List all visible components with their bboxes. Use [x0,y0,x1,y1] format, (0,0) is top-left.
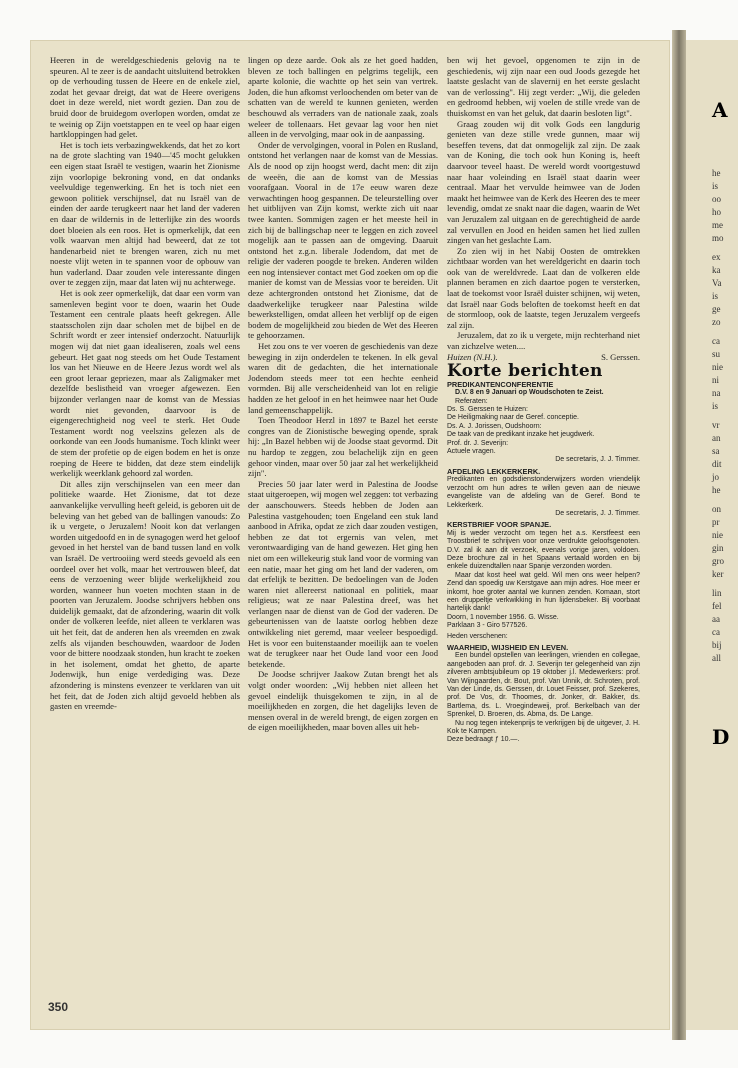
right-page-fragment: ho [712,207,721,217]
paragraph: Dit alles zijn verschijnselen van een meer dan politieke waarde. Het Zionisme, dat tot deze aanvankelijke vervulling heeft geleid, is geboren uit de beleving van het gebed van de ballingen vanouds: Zo ik u vergete, o Jeruzalem! Nooit kon dat verlangen worden uitgedoofd en in de synagogen werd het geloof gevoed in het herstel van de band tussen land en volk van Israël. De vertrooiing werd steeds gevoeld als een oordeel over het volk, maar het vertrouwen bleef, dat eens de verzoening weer blijde werkelijkheid zou worden, wanneer hun voeten mochten staan in de poorten van Jeruzalem. Joodse schrijvers hebben ons duidelijk gemaakt, dat de afzondering, waarin dit volk onder de volkeren leefde, niet alleen te verklaren was uit het feit, dat de anderen hen als vreemden en zwak zelfs als vijanden beschouwden, waardoor de Joden voor de bittere noodzaak stonden, hun kracht te zoeken in het isolement, omdat het ghetto, de aparte Jodenwijk, hun enige verdediging was. Deze afzondering is minstens evenzeer te verklaren van uit het feit, dat de Joden zich altijd gevoeld hebben als gasten en vreemde- [50,478,240,712]
right-page-fragment: ni [712,375,720,385]
notice-price: Deze bedraagt ƒ 10.—. [447,736,520,744]
paragraph: Zo zien wij in het Nabij Oosten de omtrekken zichtbaar worden van het wereldgericht en daarin toch ook van de wereldvrede. Laat dan de volkeren elde plannen beramen en zich daartoe pogen te versterken, laat de toekomst voor Israël duister schijnen, wij weten, dat Israël naar Gods beloften de toekomst heeft en dat de stormloop, ook de laatste, tegen Jeruzalem vergeefs zal zijn. [447,245,640,330]
right-page-heading: A [712,98,728,122]
right-page-fragment: lin [712,588,722,598]
notice-subhead: Heden verschenen: [447,632,508,640]
right-page-fragment: zo [712,317,721,327]
column-3 [447,55,640,745]
paragraph: De Joodse schrijver Jaakow Zutan brengt het als volgt onder woorden: „Wij hebben niet alleen het gevoel eindelijk thuisgekomen te zijn, in al de moeilijkheden en zorgen, die het dagelijks leven de mensen overal in de wereld brengt, de eigen zorgen en de eigen moeilijkheden, maar boven alles uit heb- [248,669,438,733]
right-page-fragment: mo [712,233,724,243]
right-page-fragment: is [712,401,719,411]
right-page-fragment: me [712,220,723,230]
notice-address: Parklaan 3 - Giro 577526. [447,622,528,630]
column-2 [248,55,438,733]
right-page-fragment: nie [712,362,723,372]
notice-line: Ds. A. J. Jorissen, Oudshoorn: [447,422,542,430]
notice-title: AFDELING LEKKERKERK. [447,466,541,476]
notice-signature: De secretaris, J. J. Timmer. [555,456,640,464]
right-page-fragment: gin [712,543,724,553]
notice-text: Een bundel opstellen van leerlingen, vrienden en collegae, aangeboden aan prof. dr. J. Severijn ter gelegenheid van zijn zilveren ambtsjubileum op 19 oktober j.l. Medewerkers: prof. Van Wijngaarden, dr. Bout, prof. Van Unnik, dr. Schroten, prof. Van der Linde, ds. Gerssen, dr. Louet Feisser, prof. Szekeres, prof. De Vos, dr. Thoomes, dr. Jonker, dr. Bakker, ds. Bartlema, ds. L. Vroegindeweij, prof. Berkelbach van der Sprenkel, D. Broeren, ds. Abma, ds. De Lange. [447,652,640,719]
paragraph: Toen Theodoor Herzl in 1897 te Bazel het eerste congres van de Zionistische beweging opende, sprak hij: „In Bazel hebben wij de Joodse staat gevormd. Dit nu hardop te zeggen, zou belachelijk zijn en geen gehoor vinden, maar over 50 jaar zal het werkelijkheid zijn". [248,415,438,479]
notice-signature: De secretaris, J. J. Timmer. [555,509,640,517]
notice-line: Prof. dr. J. Severijn: [447,439,509,447]
right-page-fragment: na [712,388,721,398]
notice-text: Nu nog tegen intekenprijs te verkrijgen bij de uitgever, J. H. Kok te Kampen. [447,719,640,736]
right-page-fragment: pr [712,517,720,527]
column-1 [50,55,240,712]
right-page-fragment: is [712,181,719,191]
right-page-fragment: ca [712,336,720,346]
notice-text: Predikanten en godsdienstonderwijzers worden vriendelijk verzocht om hun adres te willen geven aan de nieuwe evangeliste van de afdeling van de Geref. Bond te Lekkerkerk. [447,476,640,509]
paragraph: Graag zouden wij dit volk Gods een langdurig genieten van deze stille vrede gunnen, maar wij beseffen tevens, dat dat onmogelijk zal zijn. De zaak van de Koning, die toch ook hun Koning is, heeft daarvoor teveel haast. De wereld wordt voortgestuwd naar haar voleinding en Israël staat daarin weer centraal. Maar het vervulde heimwee van de Joden maakt het heimwee van de Kerk des Heeren des te meer levendig, omdat ze snakt naar die dagen, waarin de Wet van Jeruzalem zal uitgaan en de gerechtigheid de aarde zal vervullen en Jood en heiden samen het lied zullen zingen van het geslachte Lam. [447,118,640,246]
right-page-fragment: ca [712,627,720,637]
right-page-fragment: su [712,349,721,359]
right-page-fragment: gro [712,556,724,566]
right-page-fragment: aa [712,614,720,624]
signature-place: Huizen (N.H.). [447,351,498,362]
right-page-edge [686,40,738,1030]
notice-text: Maar dat kost heel wat geld. Wil men ons weer helpen? Zend dan spoedig uw Kerstgave aan mijn adres. Hoe meer er inkomt, hoe groter aantal we kunnen zenden. Komaan, stort een druppeltje verkwikking in hun lijdensbeker. Bij voorbaat hartelijk dank! [447,571,640,613]
paragraph: ben wij het gevoel, opgenomen te zijn in de geschiedenis, wij zijn naar een oud Joods gezegde het laatste geslacht van de slavernij en het eerste geslacht van de verlossing". Hij zegt verder: „Wij, die geleden en gedroomd hebben, wij voelen de stille vrede van de thuiskomst en van het geluk, dat daarin besloten ligt". [447,55,640,118]
paragraph: Het zou ons te ver voeren de geschiedenis van deze beweging in zijn onderdelen te tekenen. In elk geval waren dit de gedachten, die het internationale Jodendom steeds meer tot een hechte eenheid vormden. Bij alle verscheidenheid van lot en religie hadden ze het geloof in en het heimwee naar het Oude land gemeenschappelijk. [248,341,438,415]
paragraph: lingen op deze aarde. Ook als ze het goed hadden, bleven ze toch ballingen en pelgrims tegelijk, een aparte kolonie, die wachtte op het sein van vertrek. Joden, die hun afkomst verloochenden om beter van de schatten van de wereld te kunnen genieten, werden beschouwd als verraders van de nationale zaak, zoals weleer de tollenaars. Het gevaar lag voor hen niet alleen in de vervolging, maar ook in de aanpassing. [248,55,438,140]
right-page-fragment: he [712,485,721,495]
right-page-fragment: ex [712,252,721,262]
notice-date: D.V. 8 en 9 Januari op Woudschoten te Zeist. [455,389,604,397]
right-page-fragment: an [712,433,721,443]
page-number: 350 [48,1000,69,1014]
right-page-fragment: fel [712,601,722,611]
right-page-fragment: vr [712,420,720,430]
notice-text: Mij is weder verzocht om tegen het a.s. Kerstfeest een Troostbrief te schrijven voor onze verdrukte geloofsgenoten. D.V. zal ik aan dit verzoek, evenals vorige jaren, voldoen. Deze brochure zal in het Spaans vertaald worden en bij enkele duizendtallen naar Spanje verzonden worden. [447,529,640,571]
korte-berichten [447,381,640,745]
right-page-heading-2: D [712,725,730,749]
right-page-fragment: ge [712,304,721,314]
notice-line: Actuele vragen. [447,448,496,456]
right-page-fragment: on [712,504,721,514]
right-page-fragment: is [712,291,719,301]
right-page-fragment: nie [712,530,723,540]
korte-berichten-heading: Korte berichten [447,361,603,382]
right-page-fragment: bij [712,640,722,650]
notice-title: PREDIKANTENCONFERENTIE [447,379,554,389]
right-page-fragment: ker [712,569,724,579]
notice-line: De taak van de predikant inzake het jeugdwerk. [447,431,595,439]
paragraph: Onder de vervolgingen, vooral in Polen en Rusland, ontstond het verlangen naar de komst van de Messias. Als de nood op zijn hoogst werd, dacht men: dit zijn de weeën, die aan de komst van de Messias voorafgaan. Vooral in de 17e eeuw waren deze verwachtingen hoog gespannen. De teleurstelling over het uitblijven van Zijn komst, werkte zich uit naar twee kanten. Sommigen zagen er het meeste heil in zich bij de ballingschap neer te leggen en zich zoveel mogelijk aan te passen aan de omgeving. Daaruit ontstond het z.g.n. liberale Jodendom, dat met de religie der vaderen poogde te breken. Anderen wilden een nog intensiever contact met God zoeken om op die manier de komst van de Messias voor te bereiden. Uit deze achtergronden ontstond het Zionisme, dat de daadwerkelijke terugkeer naar Palestina wilde bewerkstelligen, omdat alleen het verblijf op de eigen bodem de mogelijkheid zou bieden de Wet des Heeren te gehoorzamen. [248,139,438,341]
right-page-fragment: oo [712,194,721,204]
notice-line: De Heiligmaking naar de Geref. conceptie. [447,414,579,422]
right-page-fragment: Va [712,278,722,288]
right-page-fragment: all [712,653,721,663]
paragraph: Het is ook zeer opmerkelijk, dat daar een vorm van samenleven begint voor te doen, waarin het Oude Testament een centrale plaats heeft gekregen. Alle staatsscholen zijn daar scholen met de bijbel en de Schrift wordt er zeer intensief onderzocht. Natuurlijk mogen wij dat niet gaan idealiseren, zoals wel eens gebeurt. Het gaat nog steeds om het Oude Testament los van het Nieuwe en de Heere Jezus wordt wel als een groot leraar gepriezen, maar als Zaligmaker met dezelfde beslistheid van vroeger afgewezen. Een bijzonder verlangen naar de komst van de Messias wordt niet gevonden, daarvoor is de eigengerechtigheid nog veel te sterk. Het Oude Testament wordt nog veelszins gelezen als de oorkonde van een Joods humanisme. Toch klinkt weer de stem der profetie op de eigen bodem en het is onze roeping de Heere te bidden, dat deze stem eindelijk werkelijk weerklank gehoord zal worden. [50,288,240,479]
book-gutter [672,30,686,1040]
right-page-fragment: jo [712,472,720,482]
paragraph: Precies 50 jaar later werd in Palestina de Joodse staat uitgeroepen, wij mogen wel zeggen: tot verbazing der aanschouwers. Steeds hebben de Joden aan Palestina vastgehouden; toen Engeland een stuk land aanbood in Afrika, opdat ze zich daar zouden vestigen, hebben ze dat tot ergernis van velen, met verontwaardiging van de hand gewezen. Het ging hen niet om een willekeurig stuk land voor de vorming van een natie, maar het ging om het land der vaderen, om dat erfelijk te bezitten. De bedoelingen van de Joden waren niet allereerst nationaal en politiek, maar religieus; wat ze naar Palestina dreef, was het verlangen naar de dienst van de God der vaderen. De gebeurtenissen van de laatste oorlog hebben deze ontwikkeling niet geremd, maar veeleer bespoedigd. Het is voor een buitenstaander moeilijk aan te voelen wat de terugkeer naar het Oude land voor een Jood betekende. [248,478,438,669]
right-page-fragment: dit [712,459,722,469]
notice-subhead: Referaten: [455,397,488,405]
right-page-fragment: ka [712,265,721,275]
right-page-text-fragments [712,168,724,672]
signature-name: S. Gerssen. [601,351,640,362]
notice-title: KERSTBRIEF VOOR SPANJE. [447,520,552,530]
right-page-fragment: sa [712,446,720,456]
right-page-fragment: he [712,168,721,178]
paragraph: Jeruzalem, dat zo ik u vergete, mijn rechterhand niet van zichzelve weten.... [447,330,640,352]
paragraph: Heeren in de wereldgeschiedenis gelovig na te speuren. Al te zeer is de aandacht uitsluitend betrokken op de verhouding tussen de Heere en de enkele ziel, zodat het gevaar dreigt, dat wat de Heere overigens doet in deze wereld, niet wordt gezien. Dan zou de bruid door de bruidegom overlopen worden, omdat ze te weinig op Zijn voetstappen en te veel op haar eigen hartkloppingen had gelet. [50,55,240,140]
notice-title: WAARHEID, WIJSHEID EN LEVEN. [447,643,569,652]
notice-line: Ds. S. Gerssen te Huizen: [447,406,528,414]
notice-signature: Doorn, 1 november 1956. G. Wisse. [447,613,559,621]
paragraph: Het is toch iets verbazingwekkends, dat het zo kort na de grote slachting van 1940—'45 mocht gelukken een eigen staat Israël te vestigen, waarin het Zionisme zijn voorlopige bekroning vond, en dat ondanks veelvuldige tegenwerking. En het is toch niet een gewoon politiek verschijnsel, dat nu Israël van de einden der aarde terugkeert naar het land der vaderen en daar de wildernis in de letterlijke zin des woords doet bloeien als een roos. Het is opmerkelijk, dat een volk waarvan men altijd had beweerd, dat ze tot handenarbeid niet te brengen waren, zich nu met noeste vlijt weten in te spannen voor de opbouw van hun vaderland. Daar zouden vele interessante dingen over te zeggen zijn, maar dat laten wij nu achterwege. [50,139,240,288]
